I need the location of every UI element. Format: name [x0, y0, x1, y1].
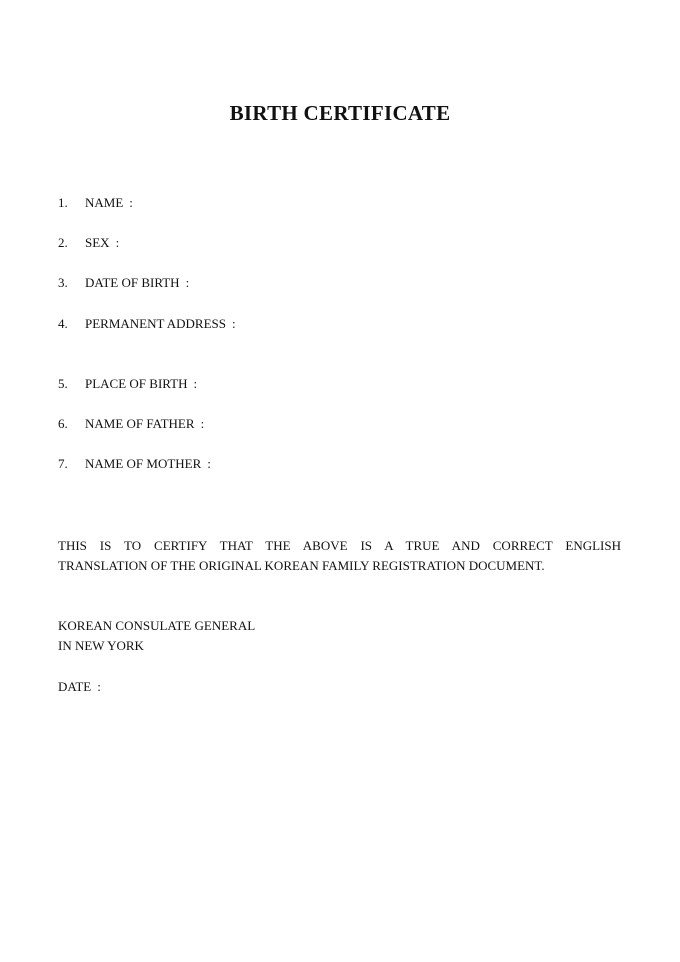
- issuer-line: KOREAN CONSULATE GENERAL: [58, 618, 256, 633]
- field-label: PLACE OF BIRTH: [85, 376, 188, 391]
- field-colon: :: [185, 275, 190, 290]
- field-number: 3.: [58, 275, 68, 290]
- field-number: 5.: [58, 376, 68, 391]
- field-colon: :: [207, 456, 211, 471]
- certification-statement: [58, 536, 621, 576]
- field-number: 4.: [58, 316, 68, 331]
- date-label: DATE: [58, 679, 92, 694]
- field-colon: :: [200, 416, 205, 431]
- field-place-of-birth: [58, 376, 197, 392]
- certification-line: THIS IS TO CERTIFY THAT THE ABOVE IS A TRUE AND CORRECT ENGLISH: [58, 538, 621, 553]
- certification-line: TRANSLATION OF THE ORIGINAL KOREAN FAMILY REGISTRATION DOCUMENT.: [58, 558, 545, 573]
- field-colon: :: [129, 195, 133, 210]
- field-colon: :: [231, 316, 236, 331]
- field-number: 1.: [58, 195, 68, 210]
- field-number: 7.: [58, 456, 68, 471]
- field-label: NAME: [85, 195, 124, 210]
- field-number: 6.: [58, 416, 68, 431]
- field-sex: [58, 235, 119, 251]
- issuer-line: IN NEW YORK: [58, 638, 144, 653]
- document-title: BIRTH CERTIFICATE: [229, 101, 451, 125]
- field-label: NAME OF MOTHER: [85, 456, 202, 471]
- date-colon: :: [97, 679, 101, 694]
- field-number: 2.: [58, 235, 68, 250]
- field-label: PERMANENT ADDRESS: [85, 316, 226, 331]
- date-field: [58, 677, 101, 697]
- field-label: NAME OF FATHER: [85, 416, 195, 431]
- field-name-of-father: [58, 416, 204, 432]
- field-colon: :: [193, 376, 198, 391]
- field-name: [58, 195, 133, 211]
- field-colon: :: [115, 235, 120, 250]
- field-label: SEX: [85, 235, 110, 250]
- issuer-block: [58, 616, 255, 656]
- field-permanent-address: [58, 316, 236, 332]
- field-date-of-birth: [58, 275, 189, 291]
- field-label: DATE OF BIRTH: [85, 275, 180, 290]
- field-name-of-mother: [58, 456, 211, 472]
